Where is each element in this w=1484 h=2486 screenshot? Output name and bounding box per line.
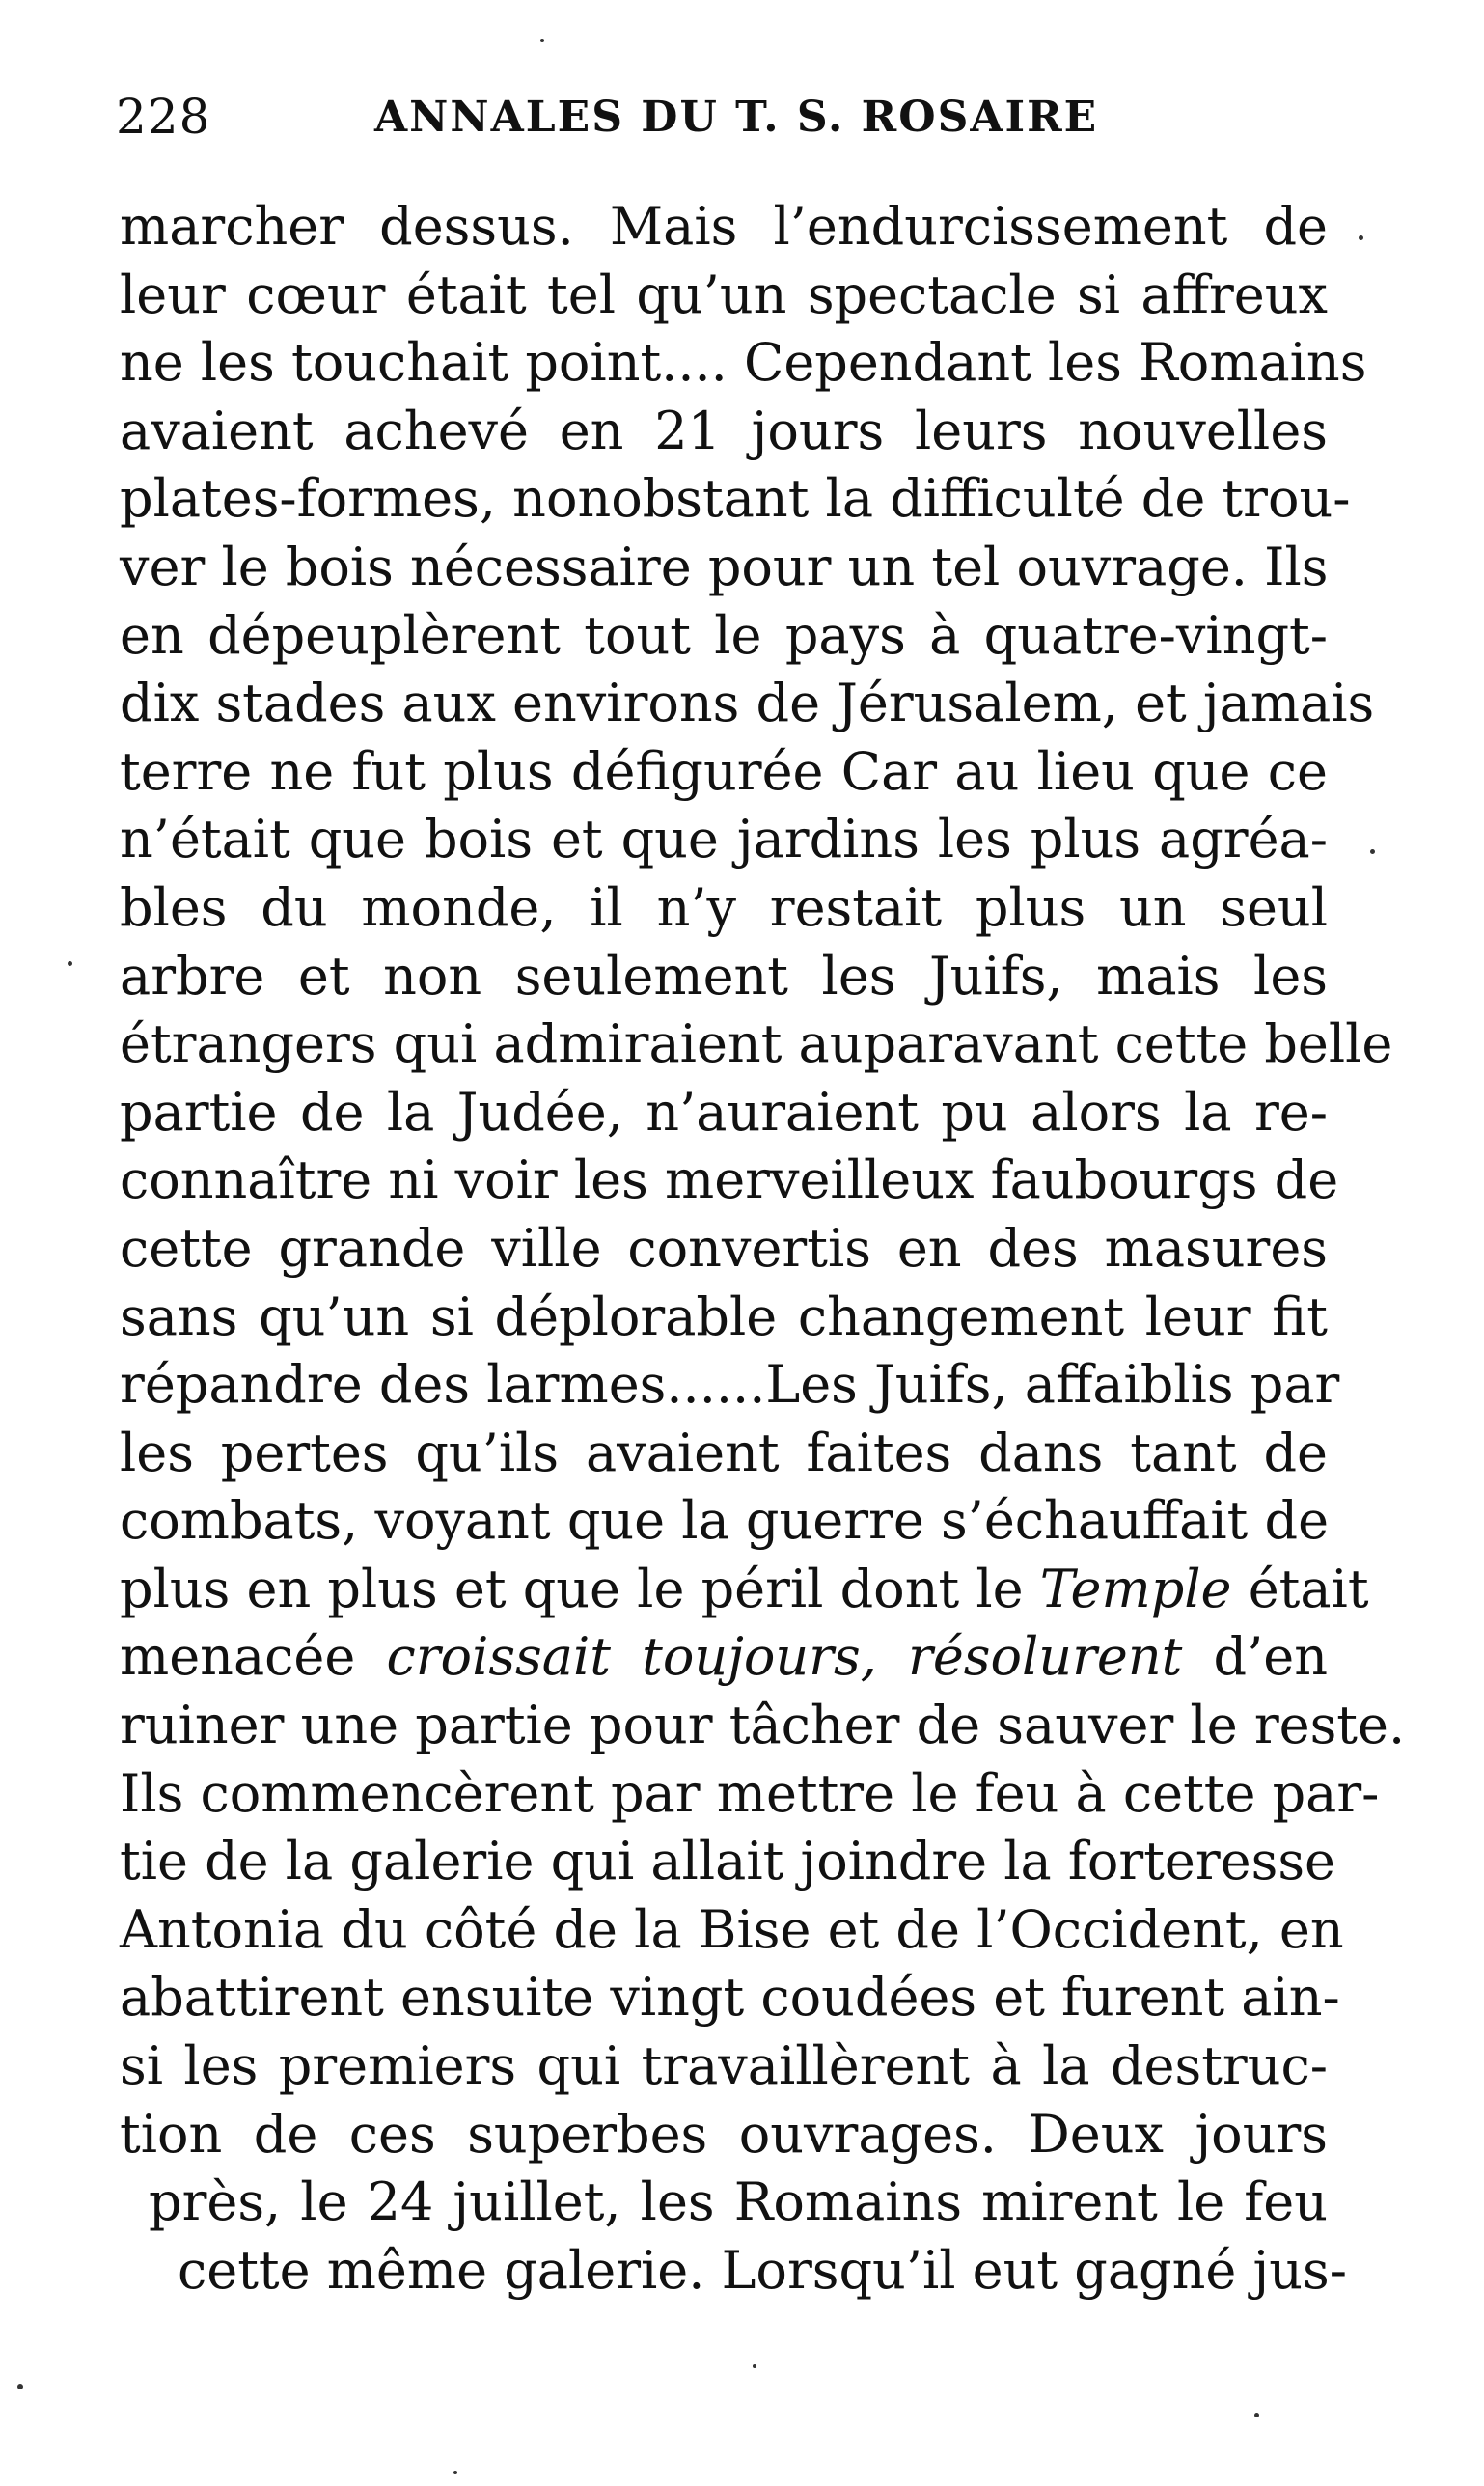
print-speck (453, 2471, 457, 2474)
text-line: avaient achevé en 21 jours leurs nouvelles (120, 400, 1328, 461)
text-line: si les premiers qui travaillèrent à la destruc- (120, 2035, 1328, 2097)
print-speck (1254, 2413, 1259, 2417)
text-line-italic (120, 1623, 1328, 1692)
text-line: marcher dessus. Mais l’endurcissement de (120, 196, 1328, 257)
print-speck (540, 39, 544, 42)
print-speck (1370, 849, 1375, 854)
text-line: arbre et non seulement les Juifs, mais les (120, 945, 1328, 1007)
italic-phrase: croissait toujours, résolurent (386, 1626, 1183, 1688)
text-line: les pertes qu’ils avaient faites dans tant de (120, 1422, 1328, 1483)
running-title: ANNALES DU T. S. ROSAIRE (374, 93, 1099, 142)
text-line: sans qu’un si déplorable changement leur fit (120, 1285, 1328, 1347)
print-speck (1359, 235, 1363, 240)
print-speck (17, 2384, 23, 2389)
text-line-temple (120, 1556, 1369, 1624)
text-span: était (1231, 1558, 1369, 1619)
text-line: ruiner une partie pour tâcher de sauver le reste. (120, 1695, 1406, 1756)
text-line: près, le 24 juillet, les Romains mirent le feu (149, 2171, 1328, 2233)
text-line: bles du monde, il n’y restait plus un seul (120, 876, 1328, 938)
print-speck (68, 961, 72, 966)
text-line: Ils commencèrent par mettre le feu à cette par- (120, 1762, 1380, 1824)
text-span: d’en (1182, 1626, 1328, 1688)
print-speck (753, 2364, 756, 2368)
text-line: abattirent ensuite vingt coudées et furent ain- (120, 1967, 1340, 2029)
body-text (120, 193, 1406, 2305)
text-span: menacée (120, 1626, 387, 1688)
text-line: plates-formes, nonobstant la difficulté de trou- (120, 468, 1351, 530)
text-line: n’était que bois et que jardins les plus agréa- (120, 809, 1328, 870)
text-line: tion de ces superbes ouvrages. Deux jours (120, 2103, 1328, 2165)
text-line: répandre des larmes......Les Juifs, affaiblis par (120, 1354, 1340, 1416)
text-line: en dépeuplèrent tout le pays à quatre-vingt- (120, 604, 1328, 666)
text-line: ver le bois nécessaire pour un tel ouvrage. Ils (120, 536, 1329, 597)
text-line: terre ne fut plus défigurée Car au lieu que ce (120, 740, 1328, 802)
text-line: cette grande ville convertis en des masures (120, 1217, 1328, 1279)
italic-word-temple: Temple (1039, 1558, 1232, 1619)
text-line: partie de la Judée, n’auraient pu alors la re- (120, 1081, 1328, 1143)
page-header (116, 89, 1312, 156)
text-line: Antonia du côté de la Bise et de l’Occident, en (120, 1898, 1344, 1960)
text-line: cette même galerie. Lorsqu’il eut gagné jus- (178, 2239, 1347, 2301)
text-span: plus en plus et que le péril dont le (120, 1558, 1040, 1619)
text-line: dix stades aux environs de Jérusalem, et jamais (120, 673, 1375, 734)
text-line: ne les touchait point.... Cependant les Romains (120, 332, 1367, 394)
text-line: étrangers qui admiraient auparavant cette belle (120, 1013, 1393, 1075)
text-line: leur cœur était tel qu’un spectacle si affreux (120, 263, 1328, 325)
text-line: connaître ni voir les merveilleux faubourgs de (120, 1149, 1339, 1211)
text-line: tie de la galerie qui allait joindre la forteresse (120, 1831, 1336, 1892)
text-line: combats, voyant que la guerre s’échauffait de (120, 1490, 1330, 1552)
page-number: 228 (116, 89, 211, 145)
